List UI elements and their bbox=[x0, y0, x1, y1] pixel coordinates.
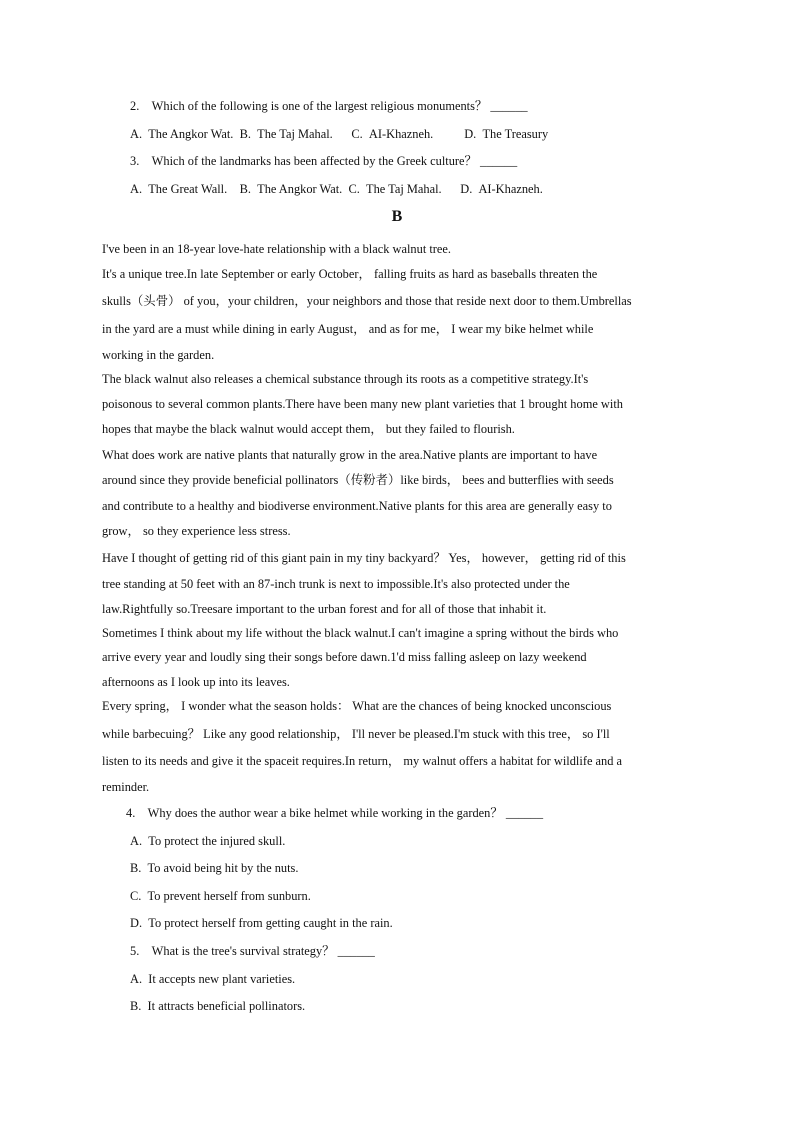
question-4-option-a: A. To protect the injured skull. bbox=[130, 834, 286, 848]
passage-line: Have I thought of getting rid of this giant pain in my tiny backyard？ Yes， however， getting rid of this bbox=[102, 551, 626, 565]
question-3: 3. Which of the landmarks has been affected by the Greek culture？ ______ bbox=[130, 154, 518, 168]
passage-line: grow， so they experience less stress. bbox=[102, 524, 291, 538]
passage-line: working in the garden. bbox=[102, 348, 215, 362]
passage-line: afternoons as I look up into its leaves. bbox=[102, 675, 290, 689]
question-5: 5. What is the tree's survival strategy？ ______ bbox=[130, 944, 375, 958]
passage-line: Every spring， I wonder what the season holds： What are the chances of being knocked unconscious bbox=[102, 699, 612, 713]
passage-line: arrive every year and loudly sing their songs before dawn.1'd miss falling asleep on lazy weekend bbox=[102, 650, 587, 664]
question-4-option-b: B. To avoid being hit by the nuts. bbox=[130, 861, 299, 875]
question-3-options: A. The Great Wall. B. The Angkor Wat. C. The Taj Mahal. D. AI-Khazneh. bbox=[130, 182, 543, 196]
question-4: 4. Why does the author wear a bike helmet while working in the garden？ ______ bbox=[126, 806, 544, 820]
passage-line: listen to its needs and give it the spaceit requires.In return， my walnut offers a habitat for wildlife and a bbox=[102, 754, 623, 768]
passage-line: What does work are native plants that naturally grow in the area.Native plants are important to have bbox=[102, 448, 598, 462]
passage-line: The black walnut also releases a chemical substance through its roots as a competitive strategy.It's bbox=[102, 372, 589, 386]
question-4-option-d: D. To protect herself from getting caught in the rain. bbox=[130, 916, 393, 930]
question-5-option-b: B. It attracts beneficial pollinators. bbox=[130, 999, 306, 1013]
passage-line: and contribute to a healthy and biodiverse environment.Native plants for this area are generally easy to bbox=[102, 499, 612, 513]
question-2: 2. Which of the following is one of the largest religious monuments？ ______ bbox=[130, 99, 528, 113]
passage-line: poisonous to several common plants.There have been many new plant varieties that 1 brought home with bbox=[102, 397, 623, 411]
section-title: B bbox=[391, 208, 403, 225]
passage-line: skulls（头骨） of you，your children，your neighbors and those that reside next door to them.Umbrellas bbox=[102, 294, 632, 308]
question-5-option-a: A. It accepts new plant varieties. bbox=[130, 972, 296, 986]
passage-line: in the yard are a must while dining in early August， and as for me， I wear my bike helmet while bbox=[102, 322, 594, 336]
passage-line: It's a unique tree.In late September or early October， falling fruits as hard as baseballs threaten the bbox=[102, 267, 598, 281]
passage-line: tree standing at 50 feet with an 87-inch trunk is next to impossible.It's also protected under the bbox=[102, 577, 570, 591]
passage-line: Sometimes I think about my life without the black walnut.I can't imagine a spring without the birds who bbox=[102, 626, 619, 640]
question-2-options: A. The Angkor Wat. B. The Taj Mahal. C. AI-Khazneh. D. The Treasury bbox=[130, 127, 549, 141]
passage-line: around since they provide beneficial pollinators（传粉者）like birds， bees and butterflies with seeds bbox=[102, 473, 614, 487]
passage-line: while barbecuing？ Like any good relationship， I'll never be pleased.I'm stuck with this tree， so I'll bbox=[102, 727, 610, 741]
question-4-option-c: C. To prevent herself from sunburn. bbox=[130, 889, 311, 903]
passage-line: law.Rightfully so.Treesare important to the urban forest and for all of those that inhabit it. bbox=[102, 602, 547, 616]
passage-line: reminder. bbox=[102, 780, 150, 794]
passage-line: hopes that maybe the black walnut would accept them， but they failed to flourish. bbox=[102, 422, 515, 436]
passage-line: I've been in an 18-year love-hate relationship with a black walnut tree. bbox=[102, 242, 452, 256]
